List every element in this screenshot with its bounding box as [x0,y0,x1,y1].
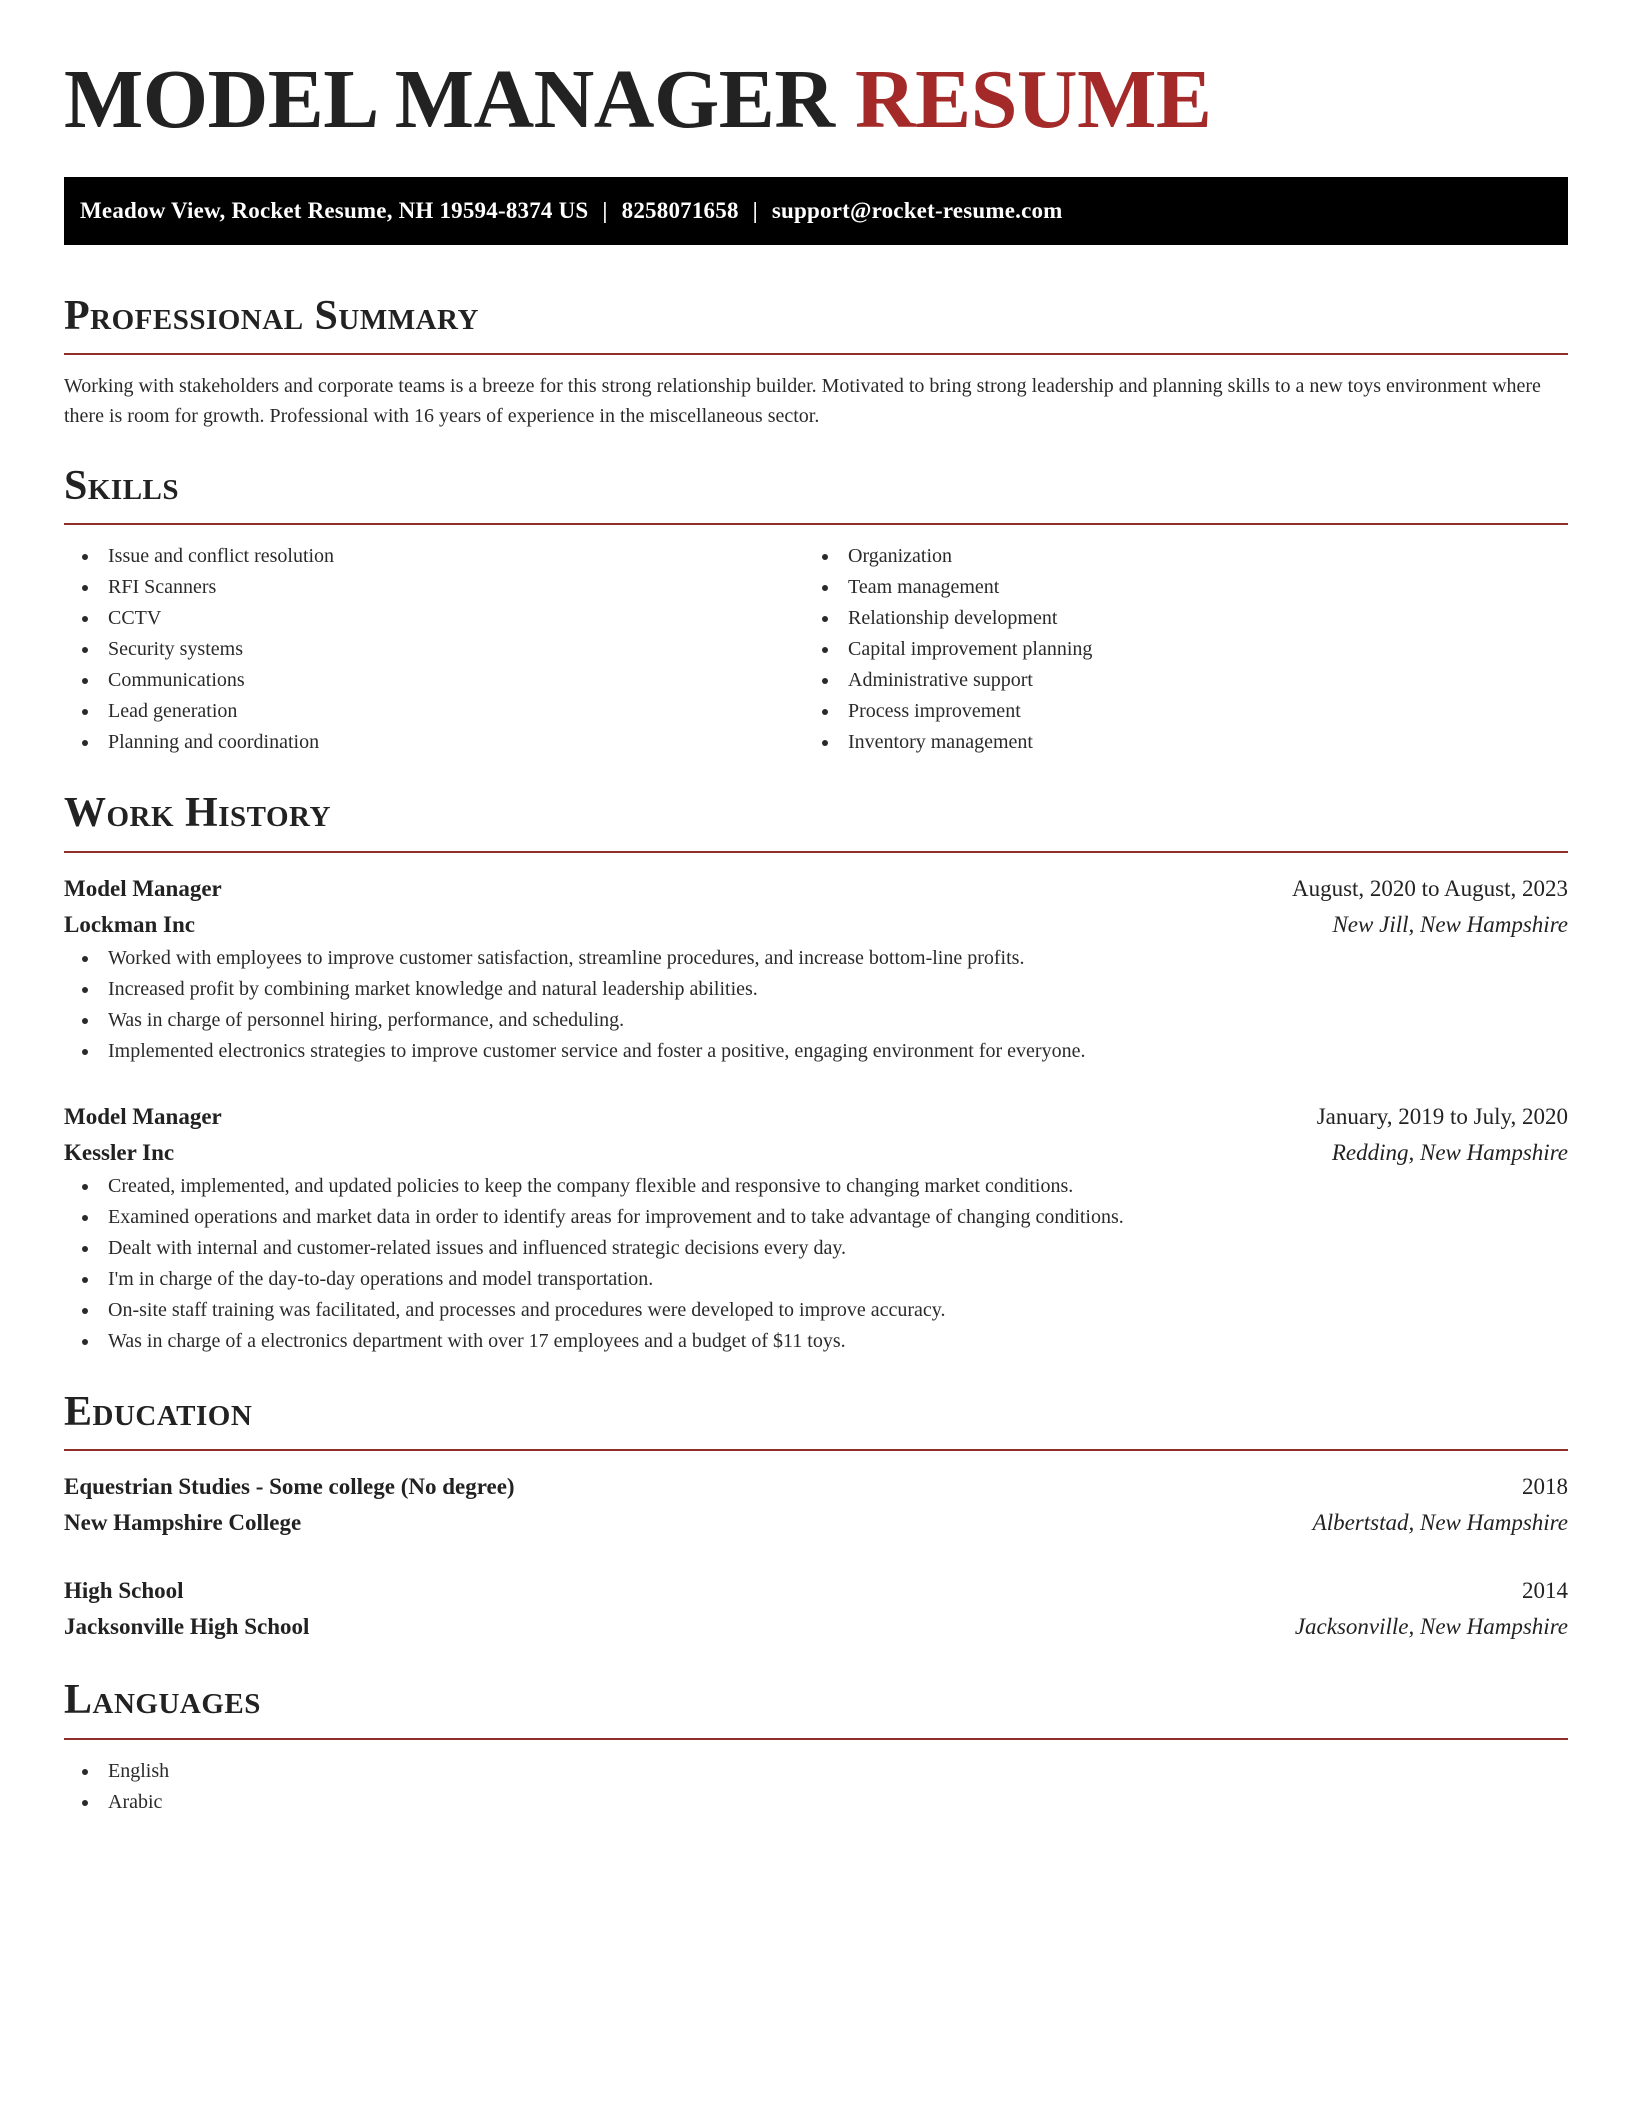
contact-separator: | [602,197,608,223]
skills-section [64,461,1568,758]
skills-grid [64,541,1568,758]
job-entry [64,871,1568,1067]
skills-right-column [804,541,1544,758]
title-accent: RESUME [855,53,1212,146]
skill-item: Team management [804,572,1544,603]
section-divider [64,523,1568,525]
skill-item: Communications [64,665,804,696]
job-bullet: Was in charge of a electronics department with over 17 employees and a budget of $11 toys. [64,1326,1568,1357]
job-bullet: Worked with employees to improve customer satisfaction, streamline procedures, and increase bottom-line profits. [64,943,1568,974]
skill-item: Administrative support [804,665,1544,696]
contact-separator: | [752,197,758,223]
language-item: English [64,1756,1568,1787]
education-school: Jacksonville High School [64,1614,310,1640]
contact-email: support@rocket-resume.com [771,197,1063,223]
job-bullet: Increased profit by combining market knowledge and natural leadership abilities. [64,974,1568,1005]
education-location: Albertstad, New Hampshire [1312,1510,1568,1536]
job-company: Lockman Inc [64,911,195,937]
section-divider [64,353,1568,355]
job-bullet: Implemented electronics strategies to improve customer service and foster a positive, engaging environment for everyone. [64,1036,1568,1067]
work-heading: Work History [64,790,331,837]
skill-item: Issue and conflict resolution [64,541,804,572]
education-entry [64,1573,1568,1645]
education-heading: Education [64,1388,253,1435]
job-bullets [64,1171,1568,1357]
language-item: Arabic [64,1787,1568,1818]
job-company: Kessler Inc [64,1139,175,1165]
education-school-row [64,1609,1568,1645]
skill-item: Organization [804,541,1544,572]
contact-bar [64,177,1568,245]
contact-phone: 8258071658 [621,197,739,223]
languages-heading: Languages [64,1677,261,1724]
section-divider [64,851,1568,853]
job-bullet: Created, implemented, and updated policies to keep the company flexible and responsive to changing market conditions. [64,1171,1568,1202]
skills-heading: Skills [64,462,180,509]
resume-title [64,52,1568,149]
education-school: New Hampshire College [64,1510,302,1536]
job-location: New Jill, New Hampshire [1332,911,1568,937]
languages-list [64,1756,1568,1818]
skill-item: CCTV [64,603,804,634]
job-bullet: Examined operations and market data in order to identify areas for improvement and to take advantage of changing conditions. [64,1202,1568,1233]
summary-heading: Professional Summary [64,292,479,339]
job-header-row [64,871,1568,907]
skills-left-column [64,541,804,758]
section-divider [64,1738,1568,1740]
job-bullet: On-site staff training was facilitated, and processes and procedures were developed to improve accuracy. [64,1295,1568,1326]
job-bullet: I'm in charge of the day-to-day operations and model transportation. [64,1264,1568,1295]
summary-text: Working with stakeholders and corporate teams is a breeze for this strong relationship builder. Motivated to bring strong leadership and planning skills to a new toys environment where there is room for growth. Professional with 16 years of experience in the miscellaneous sector. [64,374,1541,427]
education-year: 2014 [1522,1578,1568,1604]
education-school-row [64,1505,1568,1541]
job-title: Model Manager [64,1103,222,1129]
job-bullets [64,943,1568,1067]
skill-item: Relationship development [804,603,1544,634]
skill-item: Capital improvement planning [804,634,1544,665]
job-entry [64,1099,1568,1357]
work-history-section [64,788,1568,1356]
education-degree: Equestrian Studies - Some college (No degree) [64,1474,515,1500]
job-bullet: Dealt with internal and customer-related issues and influenced strategic decisions every day. [64,1233,1568,1264]
job-company-row [64,907,1568,943]
contact-address: Meadow View, Rocket Resume, NH 19594-8374 US [80,197,589,223]
job-company-row [64,1135,1568,1171]
skill-item: Process improvement [804,696,1544,727]
job-header-row [64,1099,1568,1135]
job-title: Model Manager [64,875,222,901]
education-year: 2018 [1522,1474,1568,1500]
skill-item: RFI Scanners [64,572,804,603]
education-degree: High School [64,1578,184,1604]
summary-section [64,291,1568,431]
education-degree-row [64,1469,1568,1505]
job-dates: August, 2020 to August, 2023 [1291,875,1568,901]
skill-item: Security systems [64,634,804,665]
job-bullet: Was in charge of personnel hiring, performance, and scheduling. [64,1005,1568,1036]
job-dates: January, 2019 to July, 2020 [1316,1103,1568,1129]
education-degree-row [64,1573,1568,1609]
languages-section [64,1675,1568,1817]
title-main: MODEL MANAGER [64,53,835,146]
section-divider [64,1449,1568,1451]
education-location: Jacksonville, New Hampshire [1294,1614,1568,1640]
education-entry [64,1469,1568,1541]
skill-item: Planning and coordination [64,727,804,758]
education-section [64,1387,1568,1645]
skill-item: Lead generation [64,696,804,727]
job-location: Redding, New Hampshire [1331,1139,1568,1165]
skill-item: Inventory management [804,727,1544,758]
